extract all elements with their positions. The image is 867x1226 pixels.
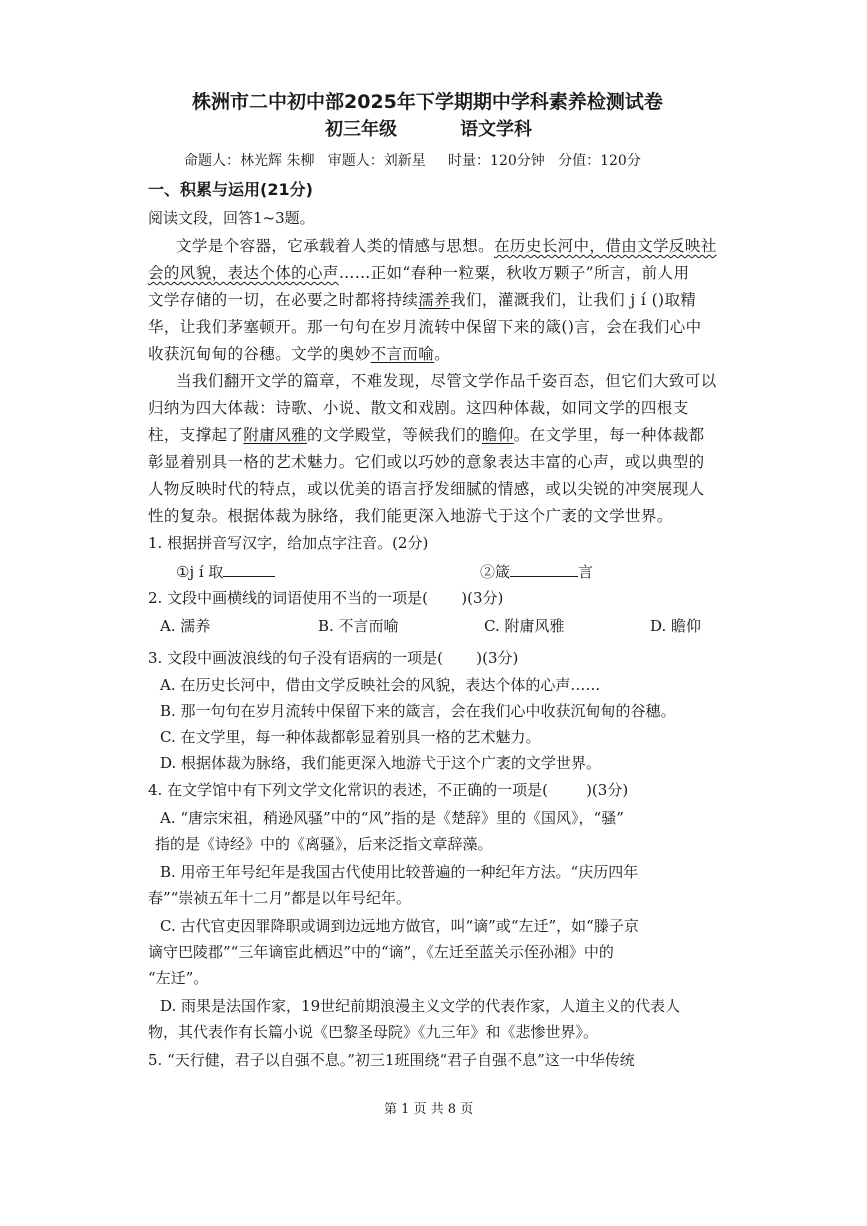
passage-line: 人物反映时代的特点，或以优美的语言抒发细腻的情感，或以尖锐的冲突展现人 — [148, 480, 705, 498]
text-run: 文学是个容器，它承载着人类的情感与思想。 — [176, 237, 495, 255]
question-4-option-c[interactable]: C. 古代官吏因罪降职或调到边远地方做官，叫“谪”或“左迁”，如“滕子京 — [160, 917, 639, 935]
page-number: 第 1 页 共 8 页 — [384, 1102, 474, 1117]
passage-intro: 阅读文段，回答1~3题。 — [148, 209, 315, 227]
exam-title: 株洲市二中初中部2025年下学期期中学科素养检测试卷 — [192, 91, 663, 113]
question-3-option-a[interactable]: A. 在历史长河中，借由文学反映社会的风貌，表达个体的心声…… — [160, 676, 601, 694]
passage-line: 性的复杂。根据体裁为脉络，我们能更深入地游弋于这个广袤的文学世界。 — [148, 507, 673, 525]
text-run: 收获沉甸甸的谷穗。文学的奥妙 — [148, 345, 371, 363]
passage-line — [148, 425, 705, 445]
text-run: 柱，支撑起了 — [148, 426, 244, 444]
underlined-word: 不言而喻 — [370, 345, 435, 363]
question-3-option-d[interactable]: D. 根据体裁为脉络，我们能更深入地游弋于这个广袤的文学世界。 — [160, 754, 602, 772]
text-run: ……正如“春种一粒粟，秋收万颗子”所言，前人用 — [338, 264, 690, 282]
question-5-stem: 5. “天行健，君子以自强不息。”初三1班围绕“君子自强不息”这一中华传统 — [148, 1051, 635, 1069]
passage-line — [148, 290, 696, 310]
question-4-option-c-cont: “左迁”。 — [148, 969, 209, 987]
text-run: 。在文学里，每一种体裁都 — [513, 426, 705, 444]
text-run: 的文学殿堂，等候我们的 — [307, 426, 482, 444]
wavy-underlined-text: 会的风貌，表达个体的心声 — [148, 264, 339, 282]
passage-line: 彰显着别具一格的艺术魅力。它们或以巧妙的意象表达丰富的心声，或以典型的 — [148, 453, 705, 471]
passage-line — [176, 236, 717, 256]
question-4-stem: 4. 在文学馆中有下列文学文化常识的表述，不正确的一项是( )(3分) — [148, 781, 629, 799]
underlined-word: 附庸风雅 — [243, 426, 308, 444]
section-heading: 一、积累与运用(21分) — [148, 180, 313, 199]
question-4-option-b-cont: 春”“崇祯五年十二月”都是以年号纪年。 — [148, 889, 412, 907]
question-2-stem: 2. 文段中画横线的词语使用不当的一项是( )(3分) — [148, 589, 504, 607]
answer-blank[interactable] — [510, 561, 578, 577]
question-1-stem: 1. 根据拼音写汉字，给加点字注音。(2分) — [148, 534, 429, 552]
item-label: ②箴 — [480, 563, 511, 581]
passage-line: 当我们翻开文学的篇章，不难发现，尽管文学作品千姿百态，但它们大致可以 — [176, 372, 717, 390]
text-run: 文学存储的一切，在必要之时都将持续 — [148, 291, 419, 309]
question-3-option-b[interactable]: B. 那一句句在岁月流转中保留下来的箴言，会在我们心中收获沉甸甸的谷穗。 — [160, 702, 676, 720]
question-3-stem: 3. 文段中画波浪线的句子没有语病的一项是( )(3分) — [148, 649, 519, 667]
question-1-item-a — [176, 561, 275, 582]
subject-label: 语文学科 — [460, 119, 532, 140]
question-4-option-a[interactable]: A. “唐宗宋祖，稍逊风骚”中的“风”指的是《楚辞》里的《国风》，“骚” — [160, 809, 624, 827]
question-2-option-a[interactable]: A. 濡养 — [160, 617, 211, 635]
passage-line: 归纳为四大体裁：诗歌、小说、散文和戏剧。这四种体裁，如同文学的四根支 — [148, 399, 689, 417]
question-2-option-d[interactable]: D. 瞻仰 — [650, 617, 702, 635]
wavy-underlined-text: 在历史长河中，借由文学反映社 — [494, 237, 717, 255]
passage-line: 华，让我们茅塞顿开。那一句句在岁月流转中保留下来的箴()言，会在我们心中 — [148, 318, 702, 336]
question-4-option-a-cont: 指的是《诗经》中的《离骚》，后来泛指文章辞藻。 — [155, 835, 493, 853]
grade-label: 初三年级 — [325, 119, 397, 140]
question-4-option-d[interactable]: D. 雨果是法国作家，19世纪前期浪漫主义文学的代表作家，人道主义的代表人 — [160, 997, 681, 1015]
item-label: ①j í 取 — [176, 563, 224, 581]
exam-meta: 命题人：林光辉 朱柳 审题人：刘新星 时量：120分钟 分值：120分 — [184, 153, 641, 169]
item-suffix: 言 — [578, 563, 594, 581]
underlined-word: 濡养 — [418, 291, 451, 309]
question-3-option-c[interactable]: C. 在文学里，每一种体裁都彰显着别具一格的艺术魅力。 — [160, 728, 541, 746]
text-run: 。 — [434, 345, 451, 363]
passage-line — [148, 344, 450, 364]
question-2-option-b[interactable]: B. 不言而喻 — [318, 617, 399, 635]
question-4-option-d-cont: 物，其代表作有长篇小说《巴黎圣母院》《九三年》和《悲惨世界》。 — [148, 1023, 599, 1041]
question-2-option-c[interactable]: C. 附庸风雅 — [484, 617, 565, 635]
question-4-option-b[interactable]: B. 用帝王年号纪年是我国古代使用比较普遍的一种纪年方法。“庆历四年 — [160, 863, 639, 881]
passage-line — [148, 263, 689, 283]
answer-blank[interactable] — [223, 561, 275, 577]
question-4-option-c-cont: 谪守巴陵郡”“三年谪宦此栖迟”中的“谪”，《左迁至蓝关示侄孙湘》中的 — [148, 943, 614, 961]
question-1-item-b — [480, 561, 593, 582]
text-run: 我们，灌溉我们，让我们 j í ()取精 — [450, 291, 697, 309]
underlined-word: 瞻仰 — [481, 426, 514, 444]
